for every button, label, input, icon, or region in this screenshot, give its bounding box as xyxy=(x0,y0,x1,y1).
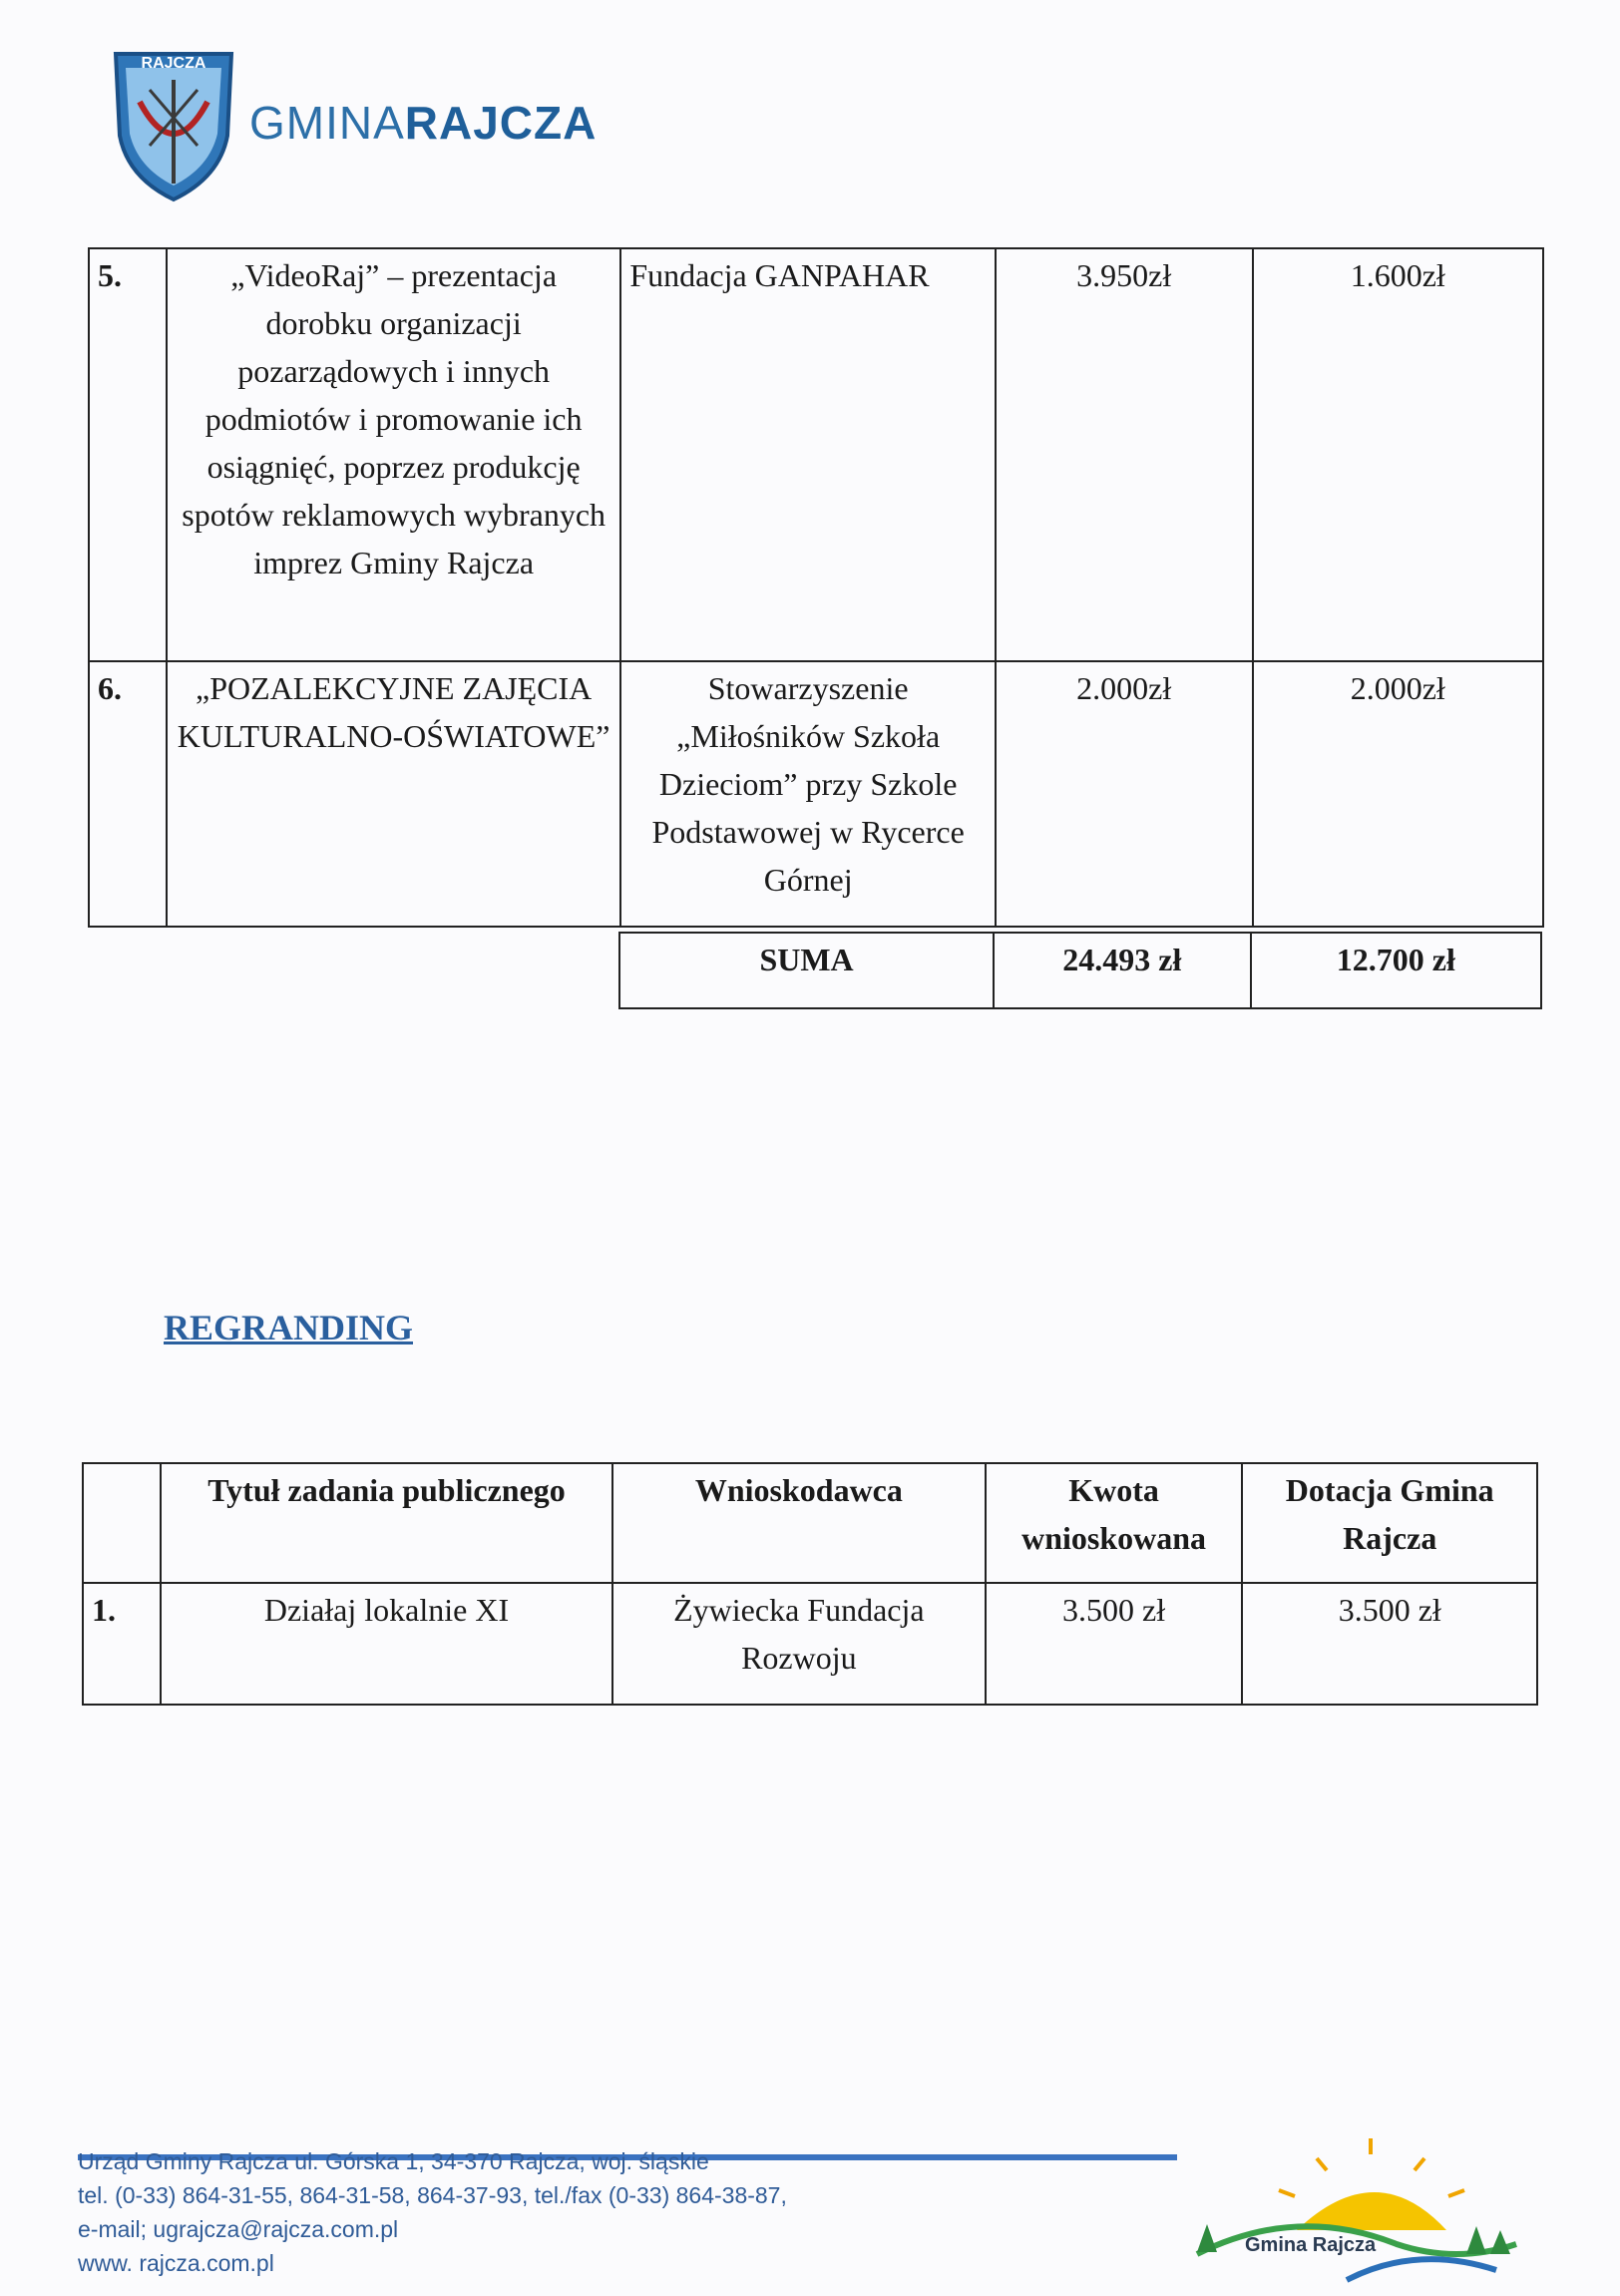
row-number: 1. xyxy=(83,1583,161,1705)
grant-amount: 3.500 zł xyxy=(1242,1583,1537,1705)
requested-amount: 3.500 zł xyxy=(986,1583,1243,1705)
footer-email[interactable]: e-mail; ugrajcza@rajcza.com.pl xyxy=(78,2216,399,2242)
regranding-table xyxy=(82,1462,1538,1706)
grant-amount: 2.000zł xyxy=(1253,661,1544,927)
row-number: 6. xyxy=(89,661,167,927)
sum-grant: 12.700 zł xyxy=(1251,933,1541,1008)
task-title: Działaj lokalnie XI xyxy=(161,1583,612,1705)
sum-row xyxy=(619,933,1541,1008)
header-applicant: Wnioskodawca xyxy=(612,1463,986,1583)
footer-website[interactable]: www. rajcza.com.pl xyxy=(78,2250,274,2276)
row-number: 5. xyxy=(89,248,167,661)
brand-bold: RAJCZA xyxy=(404,97,598,149)
header-requested: Kwota wnioskowana xyxy=(986,1463,1243,1583)
grant-amount: 1.600zł xyxy=(1253,248,1544,661)
grants-table xyxy=(88,247,1544,928)
requested-amount: 2.000zł xyxy=(996,661,1253,927)
brand-light: GMINA xyxy=(249,97,405,149)
header-title: Tytuł zadania publicznego xyxy=(161,1463,612,1583)
footer-logo-text: Gmina Rajcza xyxy=(1245,2234,1377,2256)
sum-requested: 24.493 zł xyxy=(994,933,1250,1008)
table-row xyxy=(89,661,1543,927)
header-grant: Dotacja Gmina Rajcza xyxy=(1242,1463,1537,1583)
sum-table xyxy=(618,932,1542,1009)
applicant: Stowarzyszenie „Miłośników Szkoła Dzieciom” przy Szkole Podstawowej w Rycerce Górnej xyxy=(620,661,996,927)
sum-label: SUMA xyxy=(619,933,994,1008)
footer-phones: tel. (0-33) 864-31-55, 864-31-58, 864-37-93, tel./fax (0-33) 864-38-87, xyxy=(78,2182,787,2208)
requested-amount: 3.950zł xyxy=(996,248,1253,661)
header-row xyxy=(83,1463,1537,1583)
table-row xyxy=(83,1583,1537,1705)
brand-title xyxy=(249,96,597,150)
crest-text: RAJCZA xyxy=(141,55,206,72)
footer-address: Urząd Gminy Rajcza ul. Górska 1, 34-370 Rajcza, woj. śląskie xyxy=(78,2148,709,2174)
section-title: REGRANDING xyxy=(164,1308,414,1347)
applicant: Żywiecka Fundacja Rozwoju xyxy=(612,1583,986,1705)
table-row xyxy=(89,248,1543,661)
gmina-crest-logo xyxy=(110,46,237,203)
gmina-landscape-logo xyxy=(1177,2134,1536,2294)
header-num xyxy=(83,1463,161,1583)
applicant: Fundacja GANPAHAR xyxy=(620,248,996,661)
task-title: „POZALEKCYJNE ZAJĘCIA KULTURALNO-OŚWIATOWE” xyxy=(167,661,620,927)
task-title: „VideoRaj” – prezentacja dorobku organizacji pozarządowych i innych podmiotów i promowanie ich osiągnięć, poprzez produkcję spotów reklamowych wybranych imprez Gminy Rajcza xyxy=(167,248,620,661)
footer-contact xyxy=(78,2144,787,2280)
